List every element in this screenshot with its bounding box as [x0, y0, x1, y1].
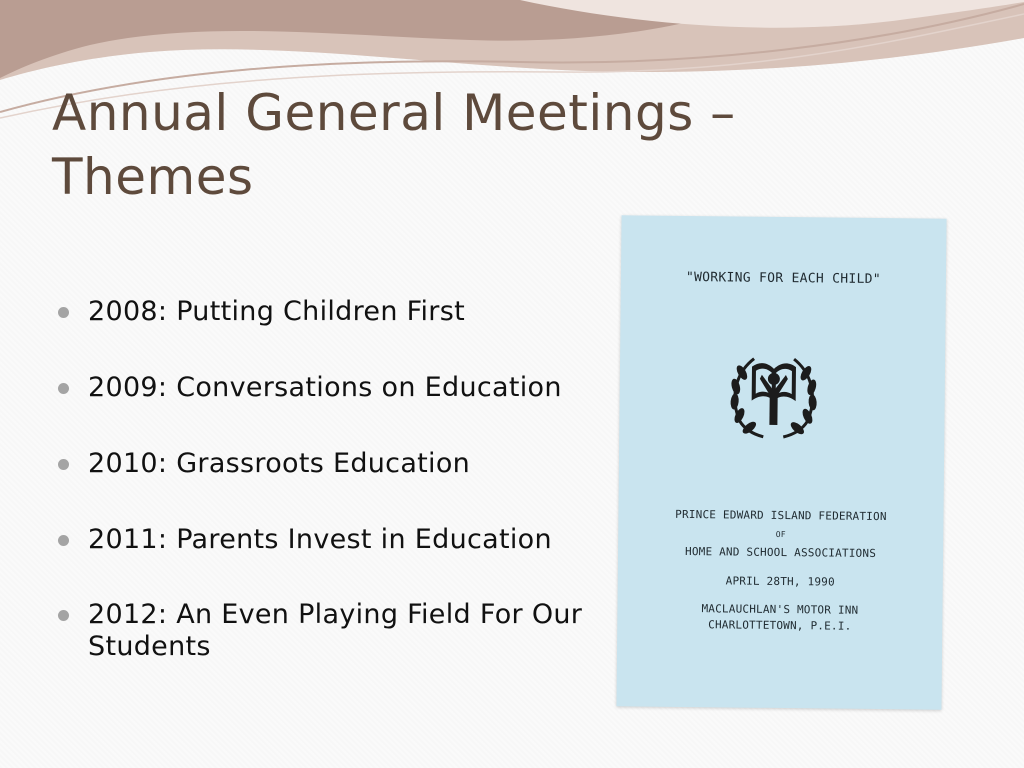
bullet-dot-icon: [58, 459, 69, 470]
program-cover-image: [616, 215, 946, 709]
theme-bullet-text: 2012: An Even Playing Field For Our Students: [88, 599, 583, 663]
theme-bullet-item: [58, 372, 618, 404]
program-location: CHARLOTTETOWN, P.E.I.: [708, 618, 852, 633]
slide-title-line-1: Annual General Meetings –: [52, 84, 736, 142]
theme-bullet-item: [58, 296, 618, 328]
slide-title: [52, 82, 832, 209]
theme-bullet-text: 2011: Parents Invest in Education: [88, 523, 552, 555]
theme-bullet-text: 2010: Grassroots Education: [88, 447, 471, 479]
child-book-wreath-emblem-icon: [723, 344, 824, 440]
bullet-dot-icon: [58, 383, 69, 394]
slide-title-line-2: Themes: [52, 147, 254, 206]
bullet-dot-icon: [58, 610, 69, 621]
bullet-dot-icon: [58, 307, 69, 318]
theme-bullet-item: [58, 599, 618, 663]
theme-bullet-list: [58, 296, 618, 707]
program-organization-line2: HOME AND SCHOOL ASSOCIATIONS: [684, 544, 877, 560]
program-heading: "WORKING FOR EACH CHILD": [685, 269, 882, 288]
theme-bullet-item: [58, 524, 618, 556]
theme-bullet-item: [58, 448, 618, 480]
program-date: APRIL 28TH, 1990: [725, 574, 835, 589]
bullet-dot-icon: [58, 535, 69, 546]
program-organization-of: OF: [775, 529, 786, 540]
theme-bullet-text: 2009: Conversations on Education: [88, 371, 562, 403]
program-venue: MACLAUCHLAN'S MOTOR INN: [701, 602, 859, 617]
program-organization-line1: PRINCE EDWARD ISLAND FEDERATION: [675, 507, 887, 524]
theme-bullet-text: 2008: Putting Children First: [88, 296, 465, 327]
